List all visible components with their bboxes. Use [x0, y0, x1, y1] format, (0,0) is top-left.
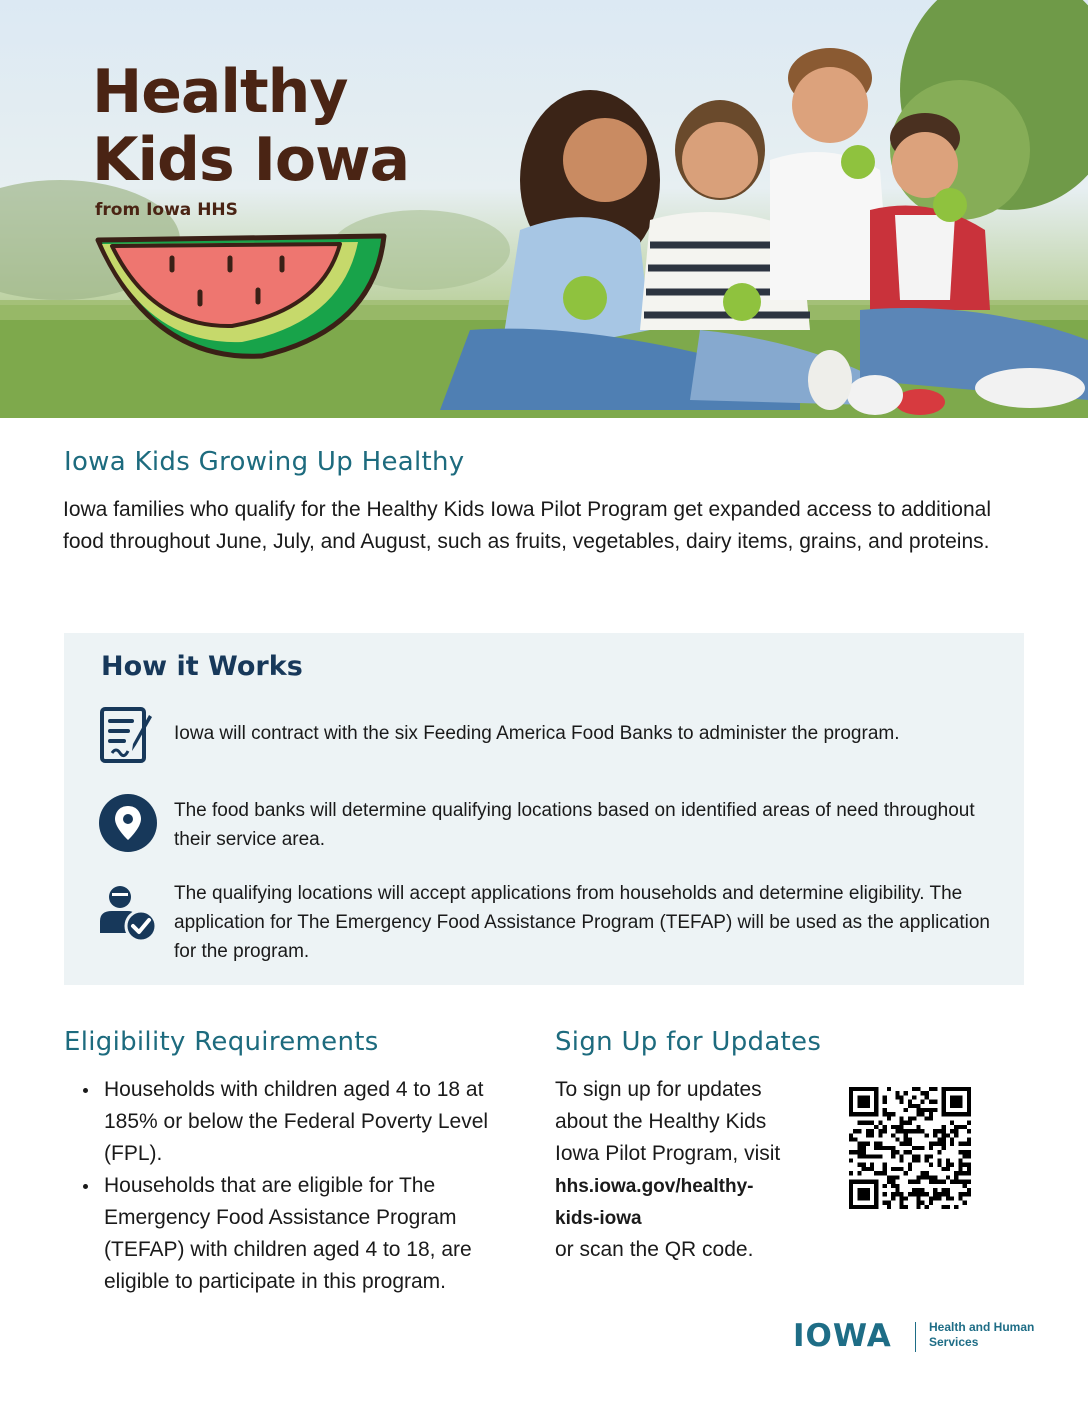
signup-text: To sign up for updates about the Healthy Kids Iowa Pilot Program, visit — [555, 1078, 781, 1165]
brand-title-line1: Healthy — [92, 57, 348, 127]
signup-link[interactable]: hhs.iowa.gov/healthy-kids-iowa — [555, 1176, 754, 1229]
brand-title — [92, 58, 409, 194]
how-step-1-text: Iowa will contract with the six Feeding America Food Banks to administer the program. — [174, 723, 900, 744]
eligibility-list — [64, 1074, 534, 1298]
eligibility-item: Households with children aged 4 to 18 at 185% or below the Federal Poverty Level (FPL). — [104, 1074, 534, 1170]
user-check-icon — [98, 883, 158, 943]
iowa-logo: IOWA — [793, 1318, 892, 1354]
qr-code[interactable] — [849, 1087, 971, 1209]
how-step-3-text: The qualifying locations will accept applications from households and determine eligibility. The application for The Emergency Food Assistance Program (TEFAP) will be used as the application for the program. — [174, 883, 990, 962]
intro-body: Iowa families who qualify for the Healthy Kids Iowa Pilot Program get expanded access to additional food throughout June, July, and August, such as fruits, vegetables, dairy items, grains, and proteins. — [63, 498, 991, 553]
signup-heading: Sign Up for Updates — [555, 1027, 822, 1057]
brand-subtitle: from Iowa HHS — [95, 200, 238, 220]
brand-title-line2: Kids Iowa — [92, 125, 410, 195]
signup-scan-text: or scan the QR code. — [555, 1238, 754, 1261]
document-sign-icon — [98, 705, 158, 765]
how-it-works-panel — [64, 633, 1024, 985]
how-it-works-title: How it Works — [101, 651, 303, 682]
intro-heading: Iowa Kids Growing Up Healthy — [64, 447, 465, 477]
department-name: Health and Human Services — [929, 1320, 1035, 1349]
hero-banner — [0, 0, 1088, 418]
logo-divider — [915, 1322, 916, 1352]
eligibility-item: Households that are eligible for The Emergency Food Assistance Program (TEFAP) with children aged 4 to 18, are eligible to participate in this program. — [104, 1170, 534, 1298]
location-pin-icon — [98, 793, 158, 853]
watermelon-logo-icon — [92, 230, 394, 362]
how-step-2-text: The food banks will determine qualifying locations based on identified areas of need throughout their service area. — [174, 800, 975, 850]
eligibility-heading: Eligibility Requirements — [64, 1027, 379, 1057]
